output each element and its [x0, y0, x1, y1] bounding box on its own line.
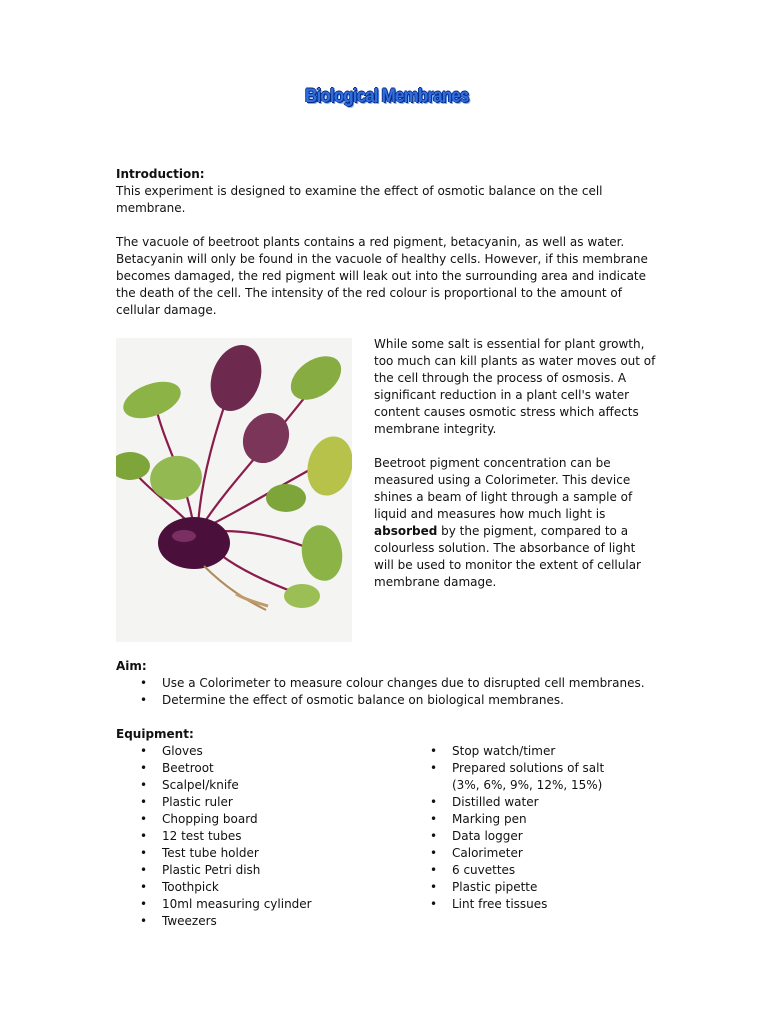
equipment-item: • 12 test tubes — [116, 828, 406, 845]
equipment-item: • Plastic Petri dish — [116, 862, 406, 879]
absorbed-emphasis: absorbed — [374, 524, 438, 538]
equipment-item: • Scalpel/knife — [116, 777, 406, 794]
equipment-item: • 6 cuvettes — [406, 862, 626, 879]
introduction-paragraph-2: The vacuole of beetroot plants contains a red pigment, betacyanin, as well as water. Betacyanin will only be found in the vacuole of healthy cells. However, if this membrane becomes damaged, the red pigment will leak out into the surrounding area and indicate the death of the cell. The intensity of the red colour is proportional to the amount of cellular damage. — [116, 235, 648, 317]
introduction-section — [116, 166, 656, 336]
colorimeter-paragraph — [374, 455, 658, 591]
colorimeter-text-end: by the pigment, compared to a colourless solution. The absorbance of light will be used to monitor the extent of cellular membrane damage. — [374, 524, 641, 589]
equipment-item: • Stop watch/timer — [406, 743, 626, 760]
equipment-item: • Lint free tissues — [406, 896, 626, 913]
equipment-columns — [116, 743, 676, 930]
colorimeter-section — [374, 336, 658, 608]
equipment-item: • Chopping board — [116, 811, 406, 828]
aim-list — [116, 675, 676, 709]
equipment-item: • Plastic pipette — [406, 879, 626, 896]
equipment-item: • Gloves — [116, 743, 406, 760]
equipment-list-left — [116, 743, 406, 930]
equipment-item: • Data logger — [406, 828, 626, 845]
equipment-item: • Test tube holder — [116, 845, 406, 862]
equipment-item: • Beetroot — [116, 760, 406, 777]
equipment-item: • Calorimeter — [406, 845, 626, 862]
equipment-item: • Toothpick — [116, 879, 406, 896]
equipment-item: • 10ml measuring cylinder — [116, 896, 406, 913]
equipment-item: • Tweezers — [116, 913, 406, 930]
aim-item: • Use a Colorimeter to measure colour changes due to disrupted cell membranes. — [116, 675, 676, 692]
document-title: Biological Membranes — [305, 86, 469, 107]
equipment-item: • Plastic ruler — [116, 794, 406, 811]
equipment-item: • Prepared solutions of salt (3%, 6%, 9%, 12%, 15%) — [406, 760, 626, 794]
introduction-paragraph-1: This experiment is designed to examine the effect of osmotic balance on the cell membrane. — [116, 184, 603, 215]
introduction-heading: Introduction: — [116, 167, 205, 181]
beetroot-illustration — [116, 338, 352, 642]
equipment-item: • Marking pen — [406, 811, 626, 828]
aim-heading: Aim: — [116, 659, 147, 673]
equipment-list-right — [406, 743, 626, 930]
aim-item: • Determine the effect of osmotic balance on biological membranes. — [116, 692, 676, 709]
colorimeter-text-start: Beetroot pigment concentration can be measured using a Colorimeter. This device shines a beam of light through a sample of liquid and measures how much light is — [374, 456, 633, 521]
equipment-section — [116, 726, 676, 930]
salt-paragraph: While some salt is essential for plant growth, too much can kill plants as water moves out of the cell through the process of osmosis. A significant reduction in a plant cell's water content causes osmotic stress which affects membrane integrity. — [374, 337, 656, 436]
equipment-item: • Distilled water — [406, 794, 626, 811]
aim-section — [116, 658, 676, 709]
equipment-heading: Equipment: — [116, 727, 194, 741]
